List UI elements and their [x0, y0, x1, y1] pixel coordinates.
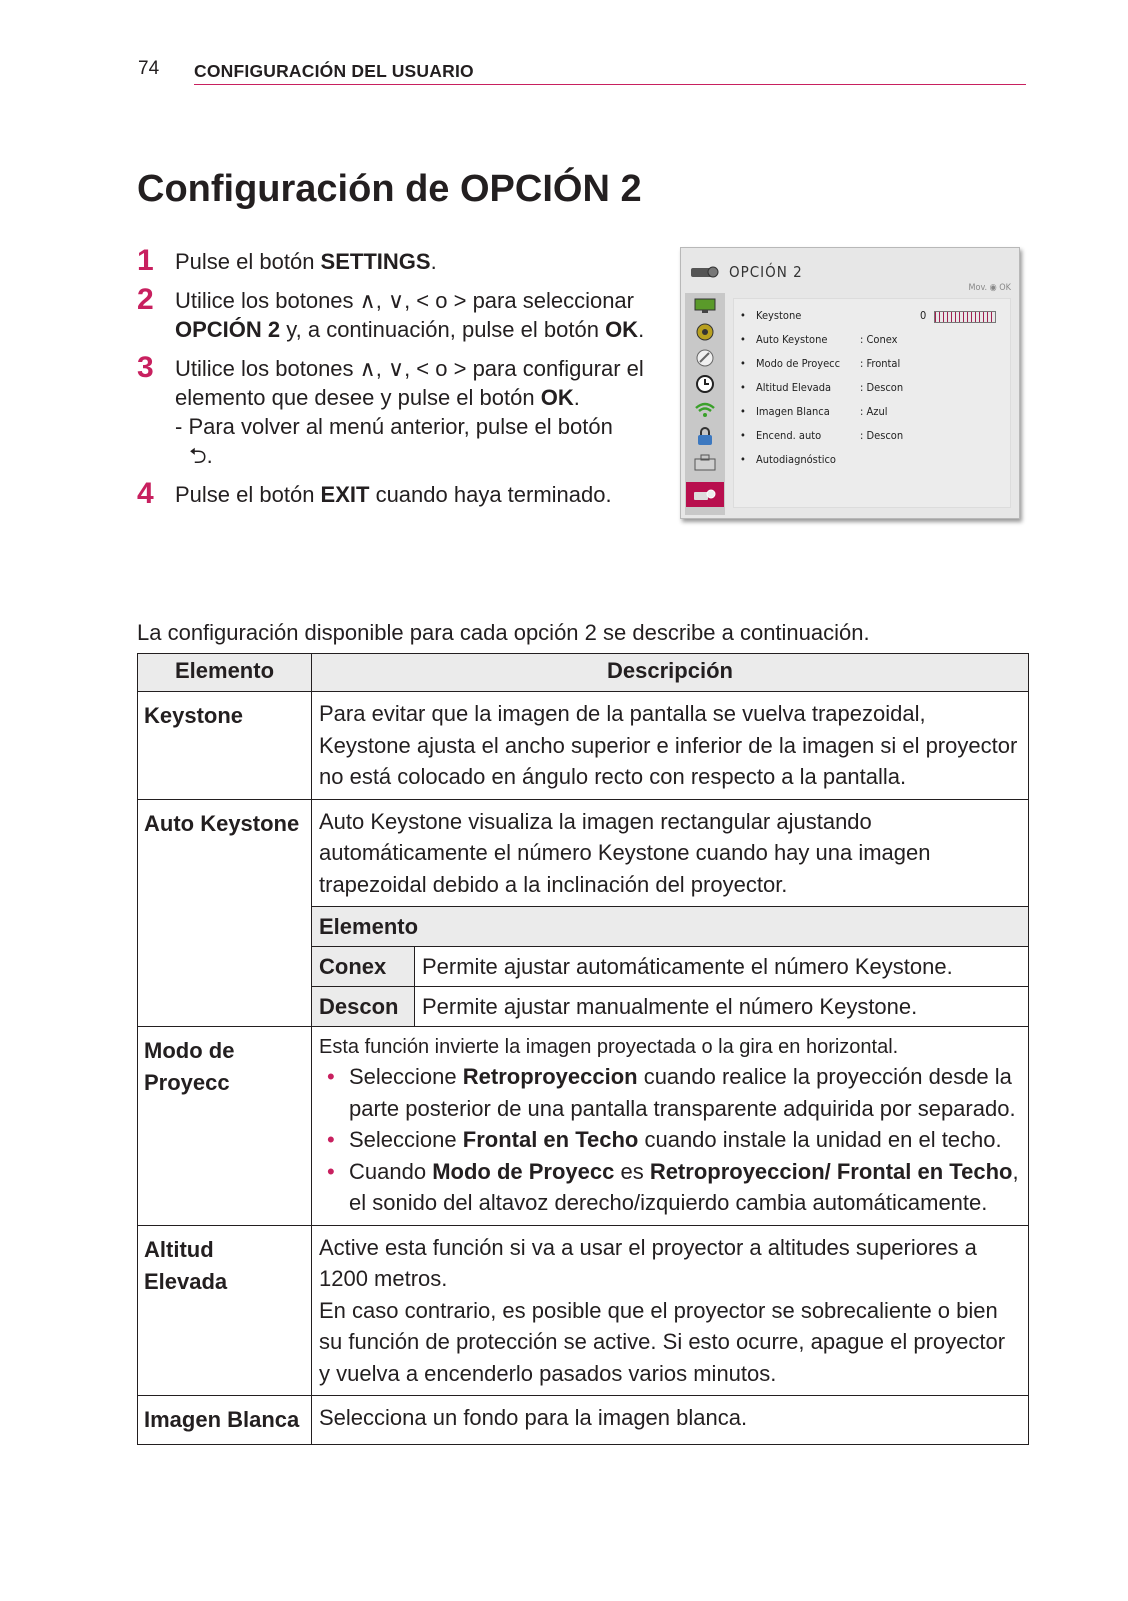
osd-menu-screenshot — [680, 247, 1020, 519]
osd-item-value: : Frontal — [860, 357, 901, 370]
osd-item-label: Encend. auto — [756, 429, 822, 442]
step-4 — [137, 477, 677, 510]
bullet-icon: • — [740, 381, 746, 394]
column-header: Elemento — [138, 654, 312, 692]
bullet-icon: • — [327, 1158, 335, 1184]
step-text: Utilice los botones ∧, ∨, < o > para seleccionar — [175, 288, 634, 313]
step-number: 1 — [137, 244, 154, 277]
keystone-slider[interactable] — [934, 311, 996, 323]
osd-item-label: Imagen Blanca — [756, 405, 830, 418]
bullet-text: Seleccione — [349, 1064, 463, 1089]
step-text: y, a continuación, pulse el botón — [280, 317, 606, 342]
osd-item-value: 0 — [920, 309, 927, 322]
table-row — [138, 1396, 1029, 1445]
item-description — [312, 1225, 1029, 1396]
item-name: Auto Keystone — [138, 799, 312, 1027]
intro-text: La configuración disponible para cada opción 2 se describe a continuación. — [137, 620, 870, 645]
osd-item[interactable] — [740, 429, 1010, 449]
description-text: Auto Keystone visualiza la imagen rectangular ajustando automáticamente el número Keystone cuando hay una imagen trapezoidal debido a la inclinación del proyector. — [319, 808, 931, 897]
description-paragraph: En caso contrario, es posible que el proyector se sobrecaliente o bien su función de protección se active. Si esto ocurre, apague el proyector y vuelva a encenderlo pasados varios minutos. — [319, 1297, 1006, 1386]
osd-item[interactable] — [740, 405, 1010, 425]
osd-item[interactable] — [740, 333, 1010, 353]
osd-item-label: Autodiagnóstico — [756, 453, 836, 466]
step-number: 3 — [137, 351, 154, 384]
satellite-icon[interactable] — [686, 345, 724, 370]
bullet-icon: • — [740, 357, 746, 370]
step-key: OK — [605, 317, 639, 342]
osd-item-value: : Descon — [860, 381, 904, 394]
item-description: Para evitar que la imagen de la pantalla se vuelva trapezoidal, Keystone ajusta el ancho superior e inferior de la imagen si el proyector no está colocado en ángulo recto con respecto a la pantalla. — [312, 692, 1029, 800]
osd-header — [691, 256, 1011, 293]
clock-icon[interactable] — [686, 371, 724, 396]
step-text: cuando haya terminado. — [369, 482, 612, 507]
step-key: OK — [540, 385, 574, 410]
bullet-icon: • — [740, 309, 746, 322]
osd-item-label: Altitud Elevada — [756, 381, 832, 394]
bullet-item — [319, 1124, 1021, 1156]
bullet-icon: • — [327, 1064, 335, 1089]
sub-item-name: Conex — [312, 947, 415, 987]
step-text: . — [638, 317, 645, 342]
osd-item[interactable] — [740, 309, 1010, 329]
bullet-text: es — [614, 1158, 650, 1184]
step-key: EXIT — [320, 482, 370, 507]
bullet-icon: • — [740, 453, 746, 466]
item-name-line: Elevada — [144, 1268, 228, 1294]
table-row — [138, 1225, 1029, 1396]
step-key: SETTINGS — [320, 249, 431, 274]
bullet-text: Seleccione — [349, 1127, 463, 1152]
step-2 — [137, 283, 677, 344]
table-header-row — [138, 654, 1029, 692]
osd-item[interactable] — [740, 381, 1010, 401]
bullet-key: Retroproyeccion/ Frontal en Techo — [649, 1158, 1013, 1184]
bullet-icon: • — [740, 333, 746, 346]
section-header: CONFIGURACIÓN DEL USUARIO — [194, 61, 1026, 85]
osd-item-value: : Conex — [860, 333, 898, 346]
osd-title: OPCIÓN 2 — [729, 263, 803, 281]
lock-icon[interactable] — [686, 423, 724, 448]
option-icon[interactable] — [686, 482, 724, 507]
speaker-icon[interactable] — [686, 319, 724, 344]
column-header: Descripción — [312, 654, 1029, 692]
sub-item-description: Permite ajustar automáticamente el número Keystone. — [415, 947, 1029, 987]
bullet-icon: • — [740, 429, 746, 442]
item-description — [312, 799, 1029, 1027]
item-name: Imagen Blanca — [138, 1396, 312, 1445]
bullet-icon: • — [740, 405, 746, 418]
bullet-item — [319, 1156, 1021, 1219]
step-note — [175, 412, 677, 470]
item-name — [138, 1027, 312, 1226]
options-table — [137, 653, 1029, 1445]
wifi-icon[interactable] — [686, 397, 724, 422]
sub-table-header — [312, 907, 1028, 947]
steps-list — [137, 244, 677, 519]
step-number: 4 — [137, 477, 154, 510]
item-name-line: Modo de — [144, 1038, 235, 1063]
page-number: 74 — [138, 58, 160, 79]
item-name-line: Proyecc — [144, 1070, 230, 1095]
toolbox-icon[interactable] — [686, 449, 724, 474]
osd-item-label: Auto Keystone — [756, 333, 828, 346]
table-row — [138, 1027, 1029, 1226]
osd-item[interactable] — [740, 453, 1010, 473]
step-text: Pulse el botón — [175, 249, 321, 274]
sub-table — [312, 906, 1028, 1026]
sub-table-row — [312, 947, 1028, 987]
monitor-icon[interactable] — [686, 293, 724, 318]
step-key: OPCIÓN 2 — [175, 317, 281, 342]
description-lead: Esta función invierte la imagen proyectada o la gira en horizontal. — [319, 1036, 899, 1058]
bullet-key: Frontal en Techo — [462, 1127, 639, 1152]
bullet-icon: • — [327, 1127, 335, 1152]
step-text: Utilice los botones ∧, ∨, < o > para configurar el elemento que desee y pulse el botón — [175, 356, 644, 410]
bullet-key: Retroproyeccion — [462, 1064, 638, 1089]
bullet-list — [319, 1061, 1021, 1219]
sub-item-description: Permite ajustar manualmente el número Keystone. — [415, 987, 1029, 1027]
osd-item-label: Keystone — [756, 309, 802, 322]
bullet-text: cuando instale la unidad en el techo. — [638, 1127, 1002, 1152]
osd-item-value: : Azul — [860, 405, 888, 418]
table-row — [138, 799, 1029, 1027]
osd-sidebar — [685, 293, 725, 515]
step-number: 2 — [137, 283, 154, 316]
bullet-text: Cuando — [349, 1158, 433, 1184]
description-paragraph: Active esta función si va a usar el proyector a altitudes superiores a 1200 metros. — [319, 1234, 977, 1291]
step-text: Pulse el botón — [175, 482, 321, 507]
osd-item-label: Modo de Proyecc — [756, 357, 841, 370]
item-description: Selecciona un fondo para la imagen blanca. — [312, 1396, 1029, 1445]
sub-table-row — [312, 987, 1028, 1027]
table-row — [138, 692, 1029, 800]
bullet-text: , el sonido del altavoz derecho/izquierdo cambia automáticamente. — [349, 1158, 1019, 1215]
item-name-line: Altitud — [144, 1236, 214, 1262]
step-1 — [137, 244, 677, 277]
back-icon: ⮌. — [189, 443, 213, 468]
osd-item-value: : Descon — [860, 429, 904, 442]
item-name — [138, 1225, 312, 1396]
osd-items-panel — [733, 298, 1011, 508]
step-note-text: - Para volver al menú anterior, pulse el botón — [175, 414, 613, 439]
sub-column-header: Elemento — [312, 907, 1028, 947]
step-3 — [137, 351, 677, 470]
step-text: . — [430, 249, 437, 274]
osd-item[interactable] — [740, 357, 1010, 377]
osd-nav-hint: Mov. ◉ OK — [968, 283, 1011, 293]
bullet-key: Modo de Proyecc — [432, 1158, 615, 1184]
projector-icon — [691, 266, 719, 278]
item-name: Keystone — [138, 692, 312, 800]
bullet-text: cuando realice la proyección desde la parte posterior de una pantalla transparente adquirida por separado. — [349, 1064, 1016, 1121]
sub-item-name: Descon — [312, 987, 415, 1027]
step-text: . — [573, 385, 580, 410]
bullet-item — [319, 1061, 1021, 1124]
page-title: Configuración de OPCIÓN 2 — [137, 168, 642, 210]
item-description — [312, 1027, 1029, 1226]
